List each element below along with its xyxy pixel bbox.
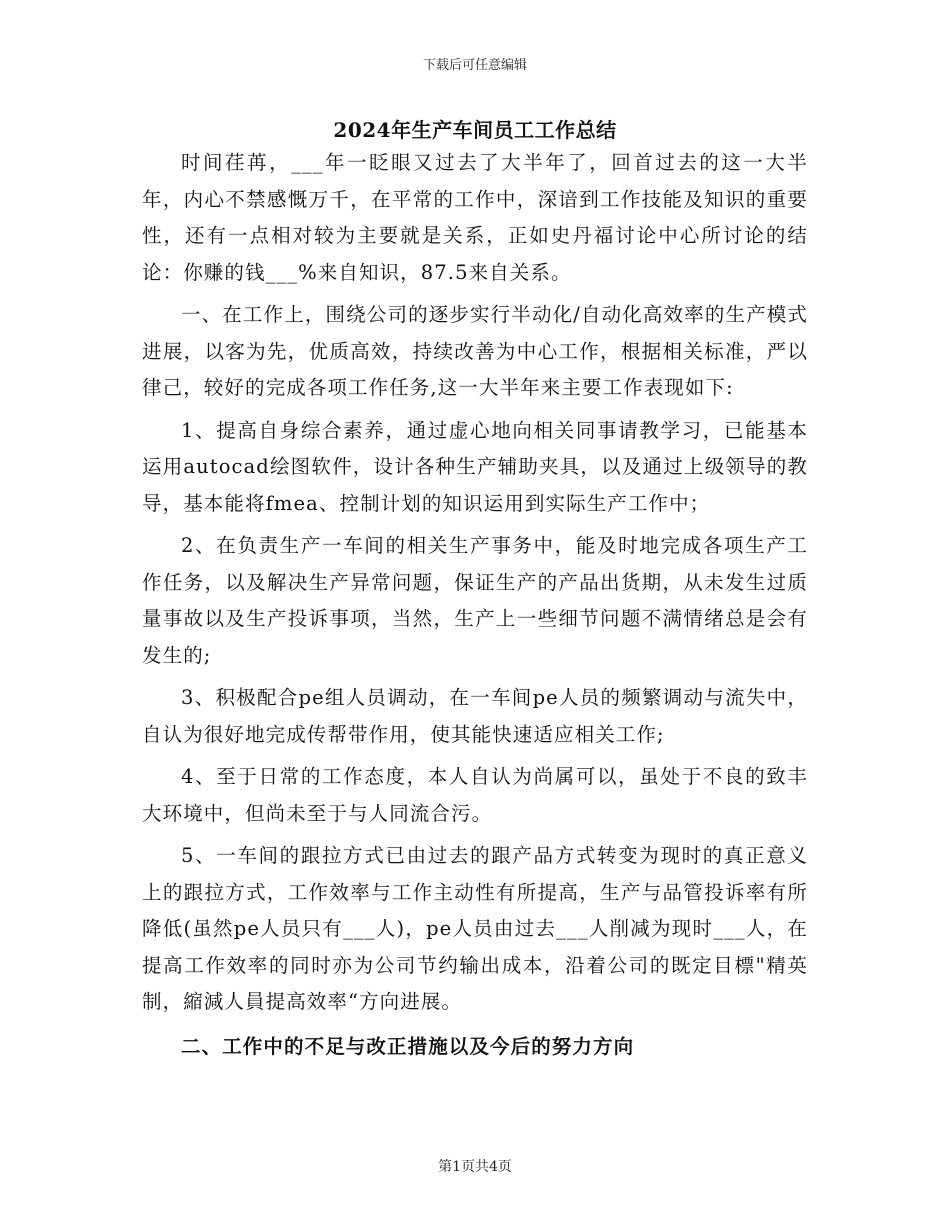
section-heading-two: 二、工作中的不足与改正措施以及今后的努力方向: [181, 1034, 635, 1058]
paragraph-item-4: 4、至于日常的工作态度，本人自认为尚属可以，虽处于不良的致丰大环境中，但尚未至于与人同流合污。: [142, 765, 808, 825]
paragraph-intro: 时间荏苒，___年一眨眼又过去了大半年了，回首过去的这一大半年，内心不禁感慨万千，在平常的工作中，深谙到工作技能及知识的重要性，还有一点相对较为主要就是关系，正如史丹福讨论中心所讨论的结论：你赚的钱___%来自知识，87.5来自关系。: [142, 151, 808, 284]
paragraph-item-1: 1、提高自身综合素养，通过虚心地向相关同事请教学习，已能基本运用autocad绘图软件，设计各种生产辅助夹具，以及通过上级领导的教导，基本能将fmea、控制计划的知识运用到实际生产工作中；: [142, 418, 808, 515]
page-number: 第1页共4页: [438, 1159, 512, 1175]
paragraph-item-2: 2、在负责生产一车间的相关生产事务中，能及时地完成各项生产工作任务，以及解决生产异常问题，保证生产的产品出货期，从未发生过质量事故以及生产投诉事项，当然，生产上一些细节问题不满情绪总是会有发生的;: [142, 534, 808, 667]
paragraph-section-one: 一、在工作上，围绕公司的逐步实行半动化/自动化高效率的生产模式进展，以客为先，优质高效，持续改善为中心工作，根据相关标准，严以律己，较好的完成各项工作任务,这一大半年来主要工作表现如下:: [142, 303, 808, 399]
document-body: [142, 145, 808, 1071]
document-title: 2024年生产车间员工工作总结: [333, 118, 617, 142]
paragraph-item-3: 3、积极配合pe组人员调动，在一车间pe人员的频繁调动与流失中，自认为很好地完成传帮带作用，使其能快速适应相关工作;: [142, 686, 808, 746]
paragraph-item-5: 5、一车间的跟拉方式已由过去的跟产品方式转变为现时的真正意义上的跟拉方式，工作效率与工作主动性有所提高，生产与品管投诉率有所降低(虽然pe人员只有___人)，pe人员由过去___人削减为现时___人，在提高工作效率的同时亦为公司节约输出成本，沿着公司的既定目標"精英制，縮減人員提高效率“方向进展。: [142, 844, 808, 1013]
header-note: 下载后可任意编辑: [422, 58, 527, 73]
